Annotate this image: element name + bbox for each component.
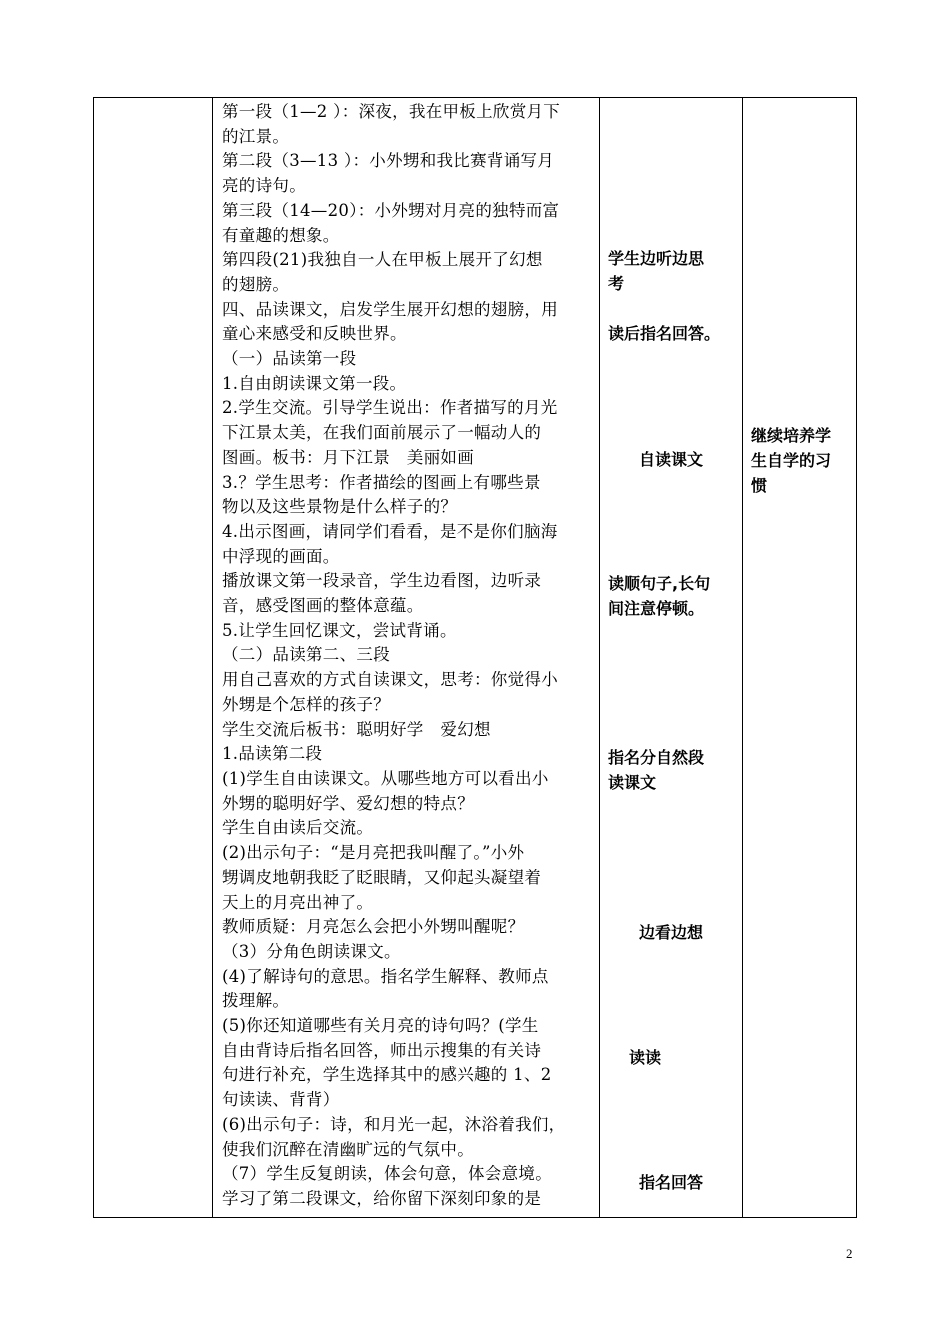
- student-activity-2: [608, 321, 736, 346]
- lesson-line: 的江景。: [222, 126, 290, 146]
- activity-text: 读顺句子,长句: [608, 574, 711, 593]
- lesson-line: 中浮现的画面。: [222, 546, 340, 566]
- lesson-line: 2.学生交流。引导学生说出：作者描写的月光: [222, 398, 558, 418]
- lesson-line: 物以及这些景物是什么样子的？: [222, 497, 458, 517]
- lesson-line: 亮的诗句。: [222, 176, 306, 196]
- lesson-line: （二）品读第二、三段: [222, 645, 390, 665]
- column-divider: [212, 98, 213, 1217]
- lesson-line: (2)出示句子：“是月亮把我叫醒了。”小外: [222, 843, 525, 863]
- lesson-line: 句读读、背背）: [222, 1090, 340, 1110]
- design-purpose-cell: [751, 423, 855, 498]
- activity-text: 自读课文: [638, 450, 703, 469]
- lesson-line: 使我们沉醉在清幽旷远的气氛中。: [222, 1139, 474, 1159]
- lesson-line: 用自己喜欢的方式自读课文，思考：你觉得小: [222, 670, 558, 690]
- lesson-line: 第四段(21)我独自一人在甲板上展开了幻想: [222, 250, 543, 270]
- lesson-line: 播放课文第一段录音，学生边看图，边听录: [222, 571, 542, 591]
- purpose-text: 生自学的习: [751, 451, 832, 470]
- lesson-line: 1.品读第二段: [222, 744, 323, 764]
- activity-text: 读后指名回答。: [608, 324, 721, 343]
- student-activity-7: [600, 1045, 690, 1070]
- lesson-line: 下江景太美，在我们面前展示了一幅动人的: [222, 423, 542, 443]
- lesson-line: 的翅膀。: [222, 274, 290, 294]
- activity-text: 边看边想: [638, 923, 703, 942]
- activity-text: 读读: [628, 1048, 661, 1067]
- page-number: 2: [846, 1246, 853, 1261]
- lesson-line: 第二段（3—13 ）：小外甥和我比赛背诵写月: [222, 151, 555, 171]
- lesson-line: 童心来感受和反映世界。: [222, 324, 407, 344]
- lesson-line: （3）分角色朗读课文。: [222, 941, 401, 961]
- activity-text: 间注意停顿。: [608, 599, 705, 618]
- student-activity-4: [608, 571, 736, 621]
- lesson-line: 天上的月亮出神了。: [222, 892, 374, 912]
- lesson-line: 第一段（1—2 ）：深夜，我在甲板上欣赏月下: [222, 102, 561, 121]
- student-activity-3: [602, 447, 740, 472]
- activity-text: 学生边听边思: [608, 249, 705, 268]
- purpose-text: 继续培养学: [751, 426, 832, 445]
- student-activity-8: [602, 1170, 740, 1195]
- lesson-line: 学生自由读后交流。: [222, 818, 374, 838]
- lesson-line: (6)出示句子：诗，和月光一起，沐浴着我们，: [222, 1114, 566, 1134]
- lesson-table: [93, 97, 857, 1218]
- student-activity-5: [608, 745, 736, 795]
- lesson-line: 四、品读课文，启发学生展开幻想的翅膀，用: [222, 299, 558, 319]
- lesson-line: 图画。板书：月下江景 美丽如画: [222, 447, 474, 467]
- lesson-line: 教师质疑：月亮怎么会把小外甥叫醒呢？: [222, 917, 525, 937]
- lesson-line: (1)学生自由读课文。从哪些地方可以看出小: [222, 768, 549, 788]
- lesson-line: 拨理解。: [222, 991, 290, 1011]
- lesson-line: 3.？学生思考：作者描绘的图画上有哪些景: [222, 472, 541, 492]
- lesson-line: 4.出示图画，请同学们看看，是不是你们脑海: [222, 521, 558, 541]
- lesson-line: 学习了第二段课文，给你留下深刻印象的是: [222, 1188, 542, 1208]
- lesson-line: （一）品读第一段: [222, 349, 357, 369]
- lesson-line: 外甥是个怎样的孩子？: [222, 694, 390, 714]
- lesson-line: 学生交流后板书：聪明好学 爱幻想: [222, 719, 491, 739]
- lesson-line: 句进行补充，学生选择其中的感兴趣的 1、2: [222, 1065, 552, 1085]
- lesson-line: 第三段（14—20）：小外甥对月亮的独特而富: [222, 200, 560, 220]
- lesson-line: (4)了解诗句的意思。指名学生解释、教师点: [222, 966, 549, 986]
- student-activity-1: [608, 246, 736, 296]
- lesson-line: 音，感受图画的整体意蕴。: [222, 596, 424, 616]
- lesson-line: 有童趣的想象。: [222, 225, 340, 245]
- lesson-line: 甥调皮地朝我眨了眨眼睛，又仰起头凝望着: [222, 867, 542, 887]
- lesson-line: 外甥的聪明好学、爱幻想的特点？: [222, 793, 474, 813]
- lesson-line: 5.让学生回忆课文，尝试背诵。: [222, 620, 457, 640]
- purpose-text: 惯: [751, 476, 768, 495]
- lesson-line: (5)你还知道哪些有关月亮的诗句吗？(学生: [222, 1016, 539, 1036]
- lesson-line: 1.自由朗读课文第一段。: [222, 373, 407, 393]
- activity-text: 指名分自然段: [608, 748, 705, 767]
- student-activity-6: [602, 920, 740, 945]
- activity-text: 读课文: [608, 773, 657, 792]
- lesson-line: 自由背诗后指名回答，师出示搜集的有关诗: [222, 1040, 542, 1060]
- activity-text: 考: [608, 274, 625, 293]
- teaching-process-cell: [222, 100, 592, 1212]
- activity-text: 指名回答: [638, 1173, 703, 1192]
- lesson-line: （7）学生反复朗读，体会句意，体会意境。: [222, 1164, 552, 1184]
- column-divider: [742, 98, 743, 1217]
